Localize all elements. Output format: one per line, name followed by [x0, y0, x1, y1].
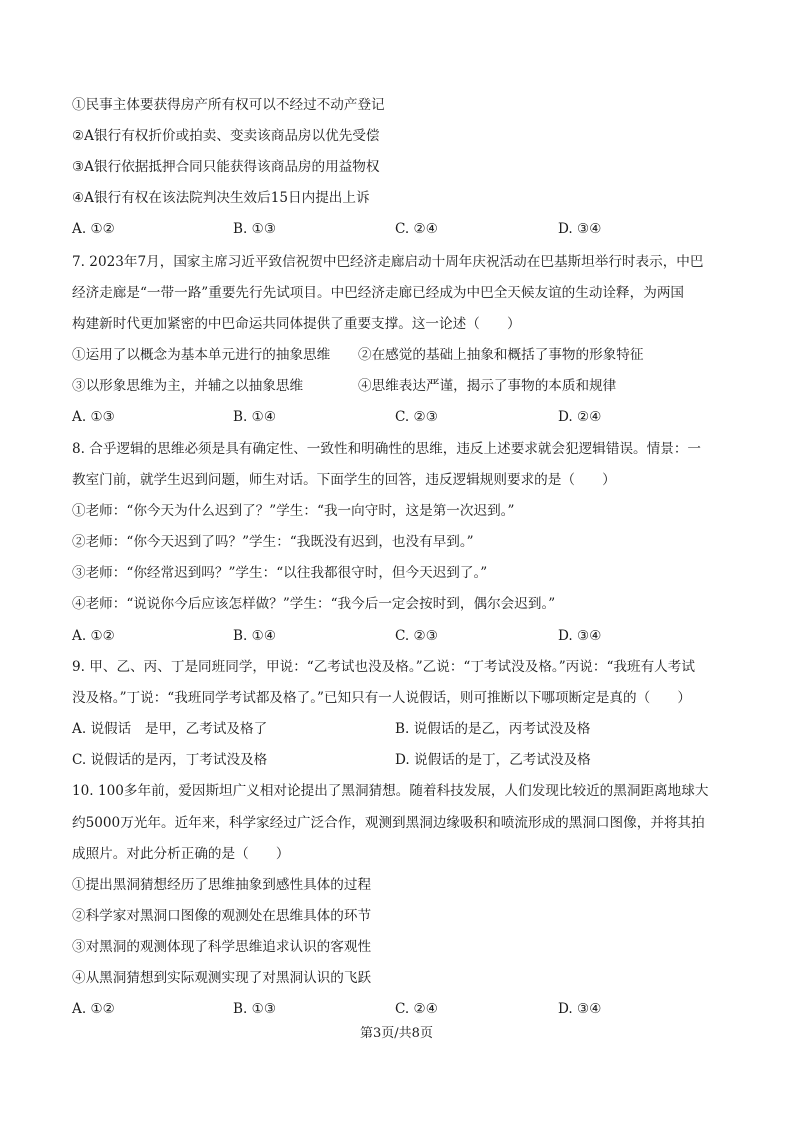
- q6-statement-1: ①民事主体要获得房产所有权可以不经过不动产登记: [72, 97, 385, 113]
- q7-stem-line-1: 7. 2023年7月，国家主席习近平致信祝贺中巴经济走廊启动十周年庆祝活动在巴基斯坦举行时表示，中巴: [72, 254, 704, 270]
- q6-option-d: D. ③④: [558, 221, 602, 237]
- q9-option-a: A. 说假话 是甲，乙考试及格了: [72, 721, 268, 737]
- q6-option-c: C. ②④: [395, 221, 438, 237]
- q6-option-b: B. ①③: [233, 221, 277, 237]
- q8-stem-line-2: 教室门前，就学生迟到问题，师生对话。下面学生的回答，违反逻辑规则要求的是（ ）: [72, 472, 616, 488]
- q10-stem-line-2: 约5000万光年。近年来，科学家经过广泛合作，观测到黑洞边缘吸积和喷流形成的黑洞口图像，并将其拍: [72, 815, 705, 831]
- q8-statement-2: ②老师：“你今天迟到了吗？”学生：“我既没有迟到，也没有早到。”: [72, 534, 474, 550]
- q8-option-d: D. ③④: [558, 628, 602, 644]
- q7-statements-row-1: [72, 345, 732, 365]
- q7-option-a: A. ①③: [72, 409, 115, 425]
- q6-statement-3: ③A银行依据抵押合同只能获得该商品房的用益物权: [72, 159, 380, 175]
- q6-option-a: A. ①②: [72, 221, 115, 237]
- q7-option-b: B. ①④: [233, 409, 277, 425]
- q8-option-a: A. ①②: [72, 628, 115, 644]
- q8-statement-3: ③老师：“你经常迟到吗？”学生：“以往我都很守时，但今天迟到了。”: [72, 565, 488, 581]
- q10-stem-line-3: 成照片。对此分析正确的是（ ）: [72, 846, 290, 862]
- q10-statement-2: ②科学家对黑洞口图像的观测处在思维具体的环节: [72, 908, 372, 924]
- q9-option-c: C. 说假话的是丙，丁考试没及格: [72, 752, 268, 768]
- q10-option-a: A. ①②: [72, 1001, 115, 1017]
- q9-options-row-2: [72, 750, 732, 770]
- q8-statement-1: ①老师：“你今天为什么迟到了？”学生：“我一向守时，这是第一次迟到。”: [72, 503, 515, 519]
- q7-statements-row-2: [72, 376, 732, 396]
- q7-statement-2: ②在感觉的基础上抽象和概括了事物的形象特征: [358, 347, 644, 363]
- q9-option-d: D. 说假话的是丁，乙考试没及格: [395, 752, 591, 768]
- q8-option-c: C. ②③: [395, 628, 438, 644]
- q7-stem-line-3: 构建新时代更加紧密的中巴命运共同体提供了重要支撑。这一论述（ ）: [72, 316, 521, 332]
- q6-statement-4: ④A银行有权在该法院判决生效后15日内提出上诉: [72, 190, 370, 206]
- q10-stem-line-1: 10. 100多年前，爱因斯坦广义相对论提出了黑洞猜想。随着科技发展，人们发现比较近的黑洞距离地球大: [72, 783, 709, 799]
- q6-options: [72, 219, 732, 239]
- q7-option-d: D. ②④: [558, 409, 602, 425]
- q10-statement-4: ④从黑洞猜想到实际观测实现了对黑洞认识的飞跃: [72, 970, 372, 986]
- q8-options: [72, 626, 732, 646]
- q8-stem-line-1: 8. 合乎逻辑的思维必须是具有确定性、一致性和明确性的思维，违反上述要求就会犯逻辑错误。情景：一: [72, 441, 702, 457]
- q7-options: [72, 407, 732, 427]
- q10-options: [72, 999, 732, 1019]
- q10-option-b: B. ①③: [233, 1001, 277, 1017]
- q10-statement-3: ③对黑洞的观测体现了科学思维追求认识的客观性: [72, 939, 372, 955]
- q9-options-row-1: [72, 719, 732, 739]
- page-footer: 第3页/共8页: [360, 1026, 433, 1041]
- q6-statement-2: ②A银行有权折价或拍卖、变卖该商品房以优先受偿: [72, 128, 380, 144]
- q10-statement-1: ①提出黑洞猜想经历了思维抽象到感性具体的过程: [72, 877, 372, 893]
- q10-option-c: C. ②④: [395, 1001, 438, 1017]
- q10-option-d: D. ③④: [558, 1001, 602, 1017]
- q7-option-c: C. ②③: [395, 409, 438, 425]
- q8-option-b: B. ①④: [233, 628, 277, 644]
- q7-statement-1: ①运用了以概念为基本单元进行的抽象思维: [72, 347, 331, 363]
- q9-stem-line-1: 9. 甲、乙、丙、丁是同班同学，甲说：“乙考试也没及格。”乙说：“丁考试没及格。”丙说：“我班有人考试: [72, 659, 695, 675]
- q9-option-b: B. 说假话的是乙，丙考试没及格: [395, 721, 591, 737]
- q9-stem-line-2: 没及格。”丁说：“我班同学考试都及格了。”已知只有一人说假话，则可推断以下哪项断定是真的（ ）: [72, 690, 691, 706]
- q7-statement-3: ③以形象思维为主，并辅之以抽象思维: [72, 378, 304, 394]
- q8-statement-4: ④老师：“说说你今后应该怎样做？”学生：“我今后一定会按时到，偶尔会迟到。”: [72, 596, 556, 612]
- q7-stem-line-2: 经济走廊是“一带一路”重要先行先试项目。中巴经济走廊已经成为中巴全天候友谊的生动诠释，为两国: [72, 285, 685, 301]
- q7-statement-4: ④思维表达严谨，揭示了事物的本质和规律: [358, 378, 617, 394]
